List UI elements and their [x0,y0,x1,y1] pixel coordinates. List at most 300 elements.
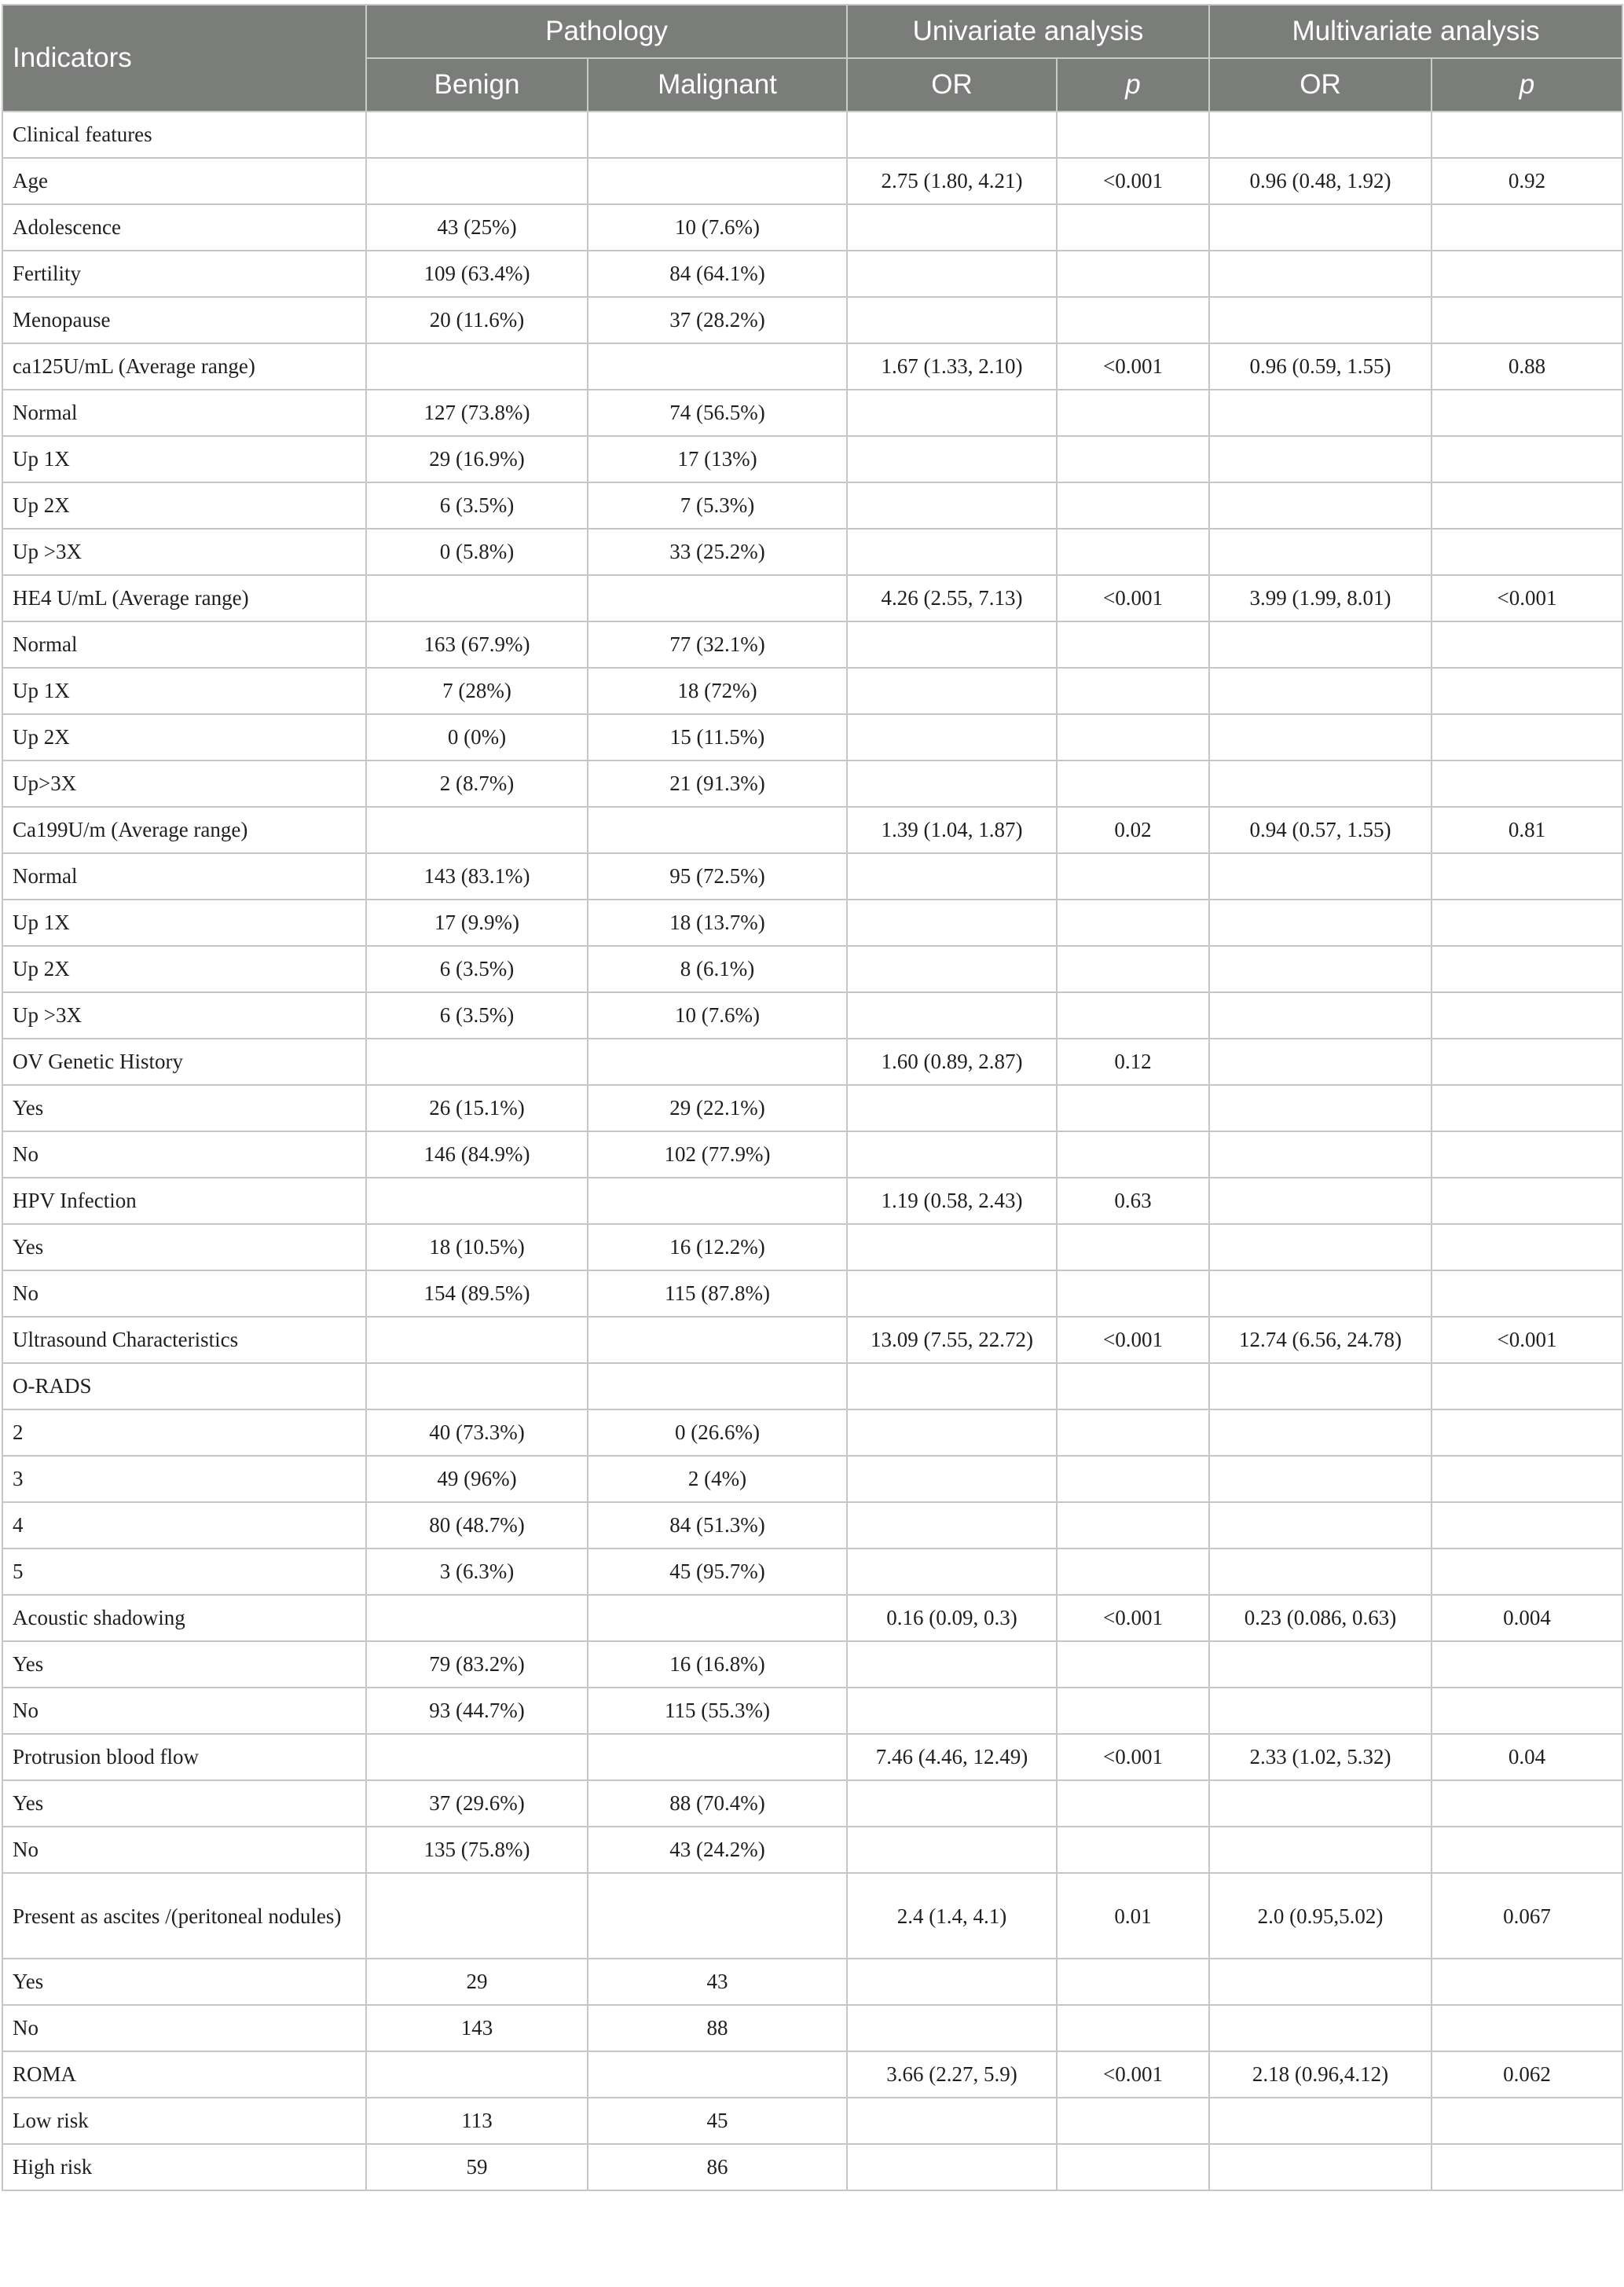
cell-benign: 80 (48.7%) [366,1502,588,1548]
cell-multivariate-p [1432,251,1622,297]
cell-univariate-p [1057,761,1209,807]
cell-indicator: Adolescence [2,204,366,251]
cell-malignant: 43 [588,1959,847,2005]
cell-indicator: HPV Infection [2,1178,366,1224]
cell-multivariate-p [1432,112,1622,158]
cell-multivariate-p [1432,621,1622,668]
cell-univariate-p [1057,436,1209,482]
table-row [2,946,1622,992]
cell-benign: 49 (96%) [366,1456,588,1502]
cell-univariate-or: 13.09 (7.55, 22.72) [847,1317,1057,1363]
cell-benign [366,1734,588,1780]
cell-univariate-or [847,2098,1057,2144]
cell-malignant: 10 (7.6%) [588,992,847,1039]
cell-univariate-or [847,204,1057,251]
cell-multivariate-or [1209,853,1432,900]
cell-univariate-p [1057,1688,1209,1734]
cell-benign: 29 (16.9%) [366,436,588,482]
cell-multivariate-p [1432,1224,1622,1270]
cell-univariate-or: 1.60 (0.89, 2.87) [847,1039,1057,1085]
cell-benign: 7 (28%) [366,668,588,714]
cell-multivariate-or [1209,1409,1432,1456]
cell-univariate-p [1057,853,1209,900]
cell-indicator: Low risk [2,2098,366,2144]
cell-univariate-or [847,992,1057,1039]
cell-malignant: 18 (72%) [588,668,847,714]
cell-multivariate-or [1209,1085,1432,1131]
cell-malignant [588,112,847,158]
cell-benign: 40 (73.3%) [366,1409,588,1456]
cell-multivariate-or: 0.94 (0.57, 1.55) [1209,807,1432,853]
cell-malignant: 16 (16.8%) [588,1641,847,1688]
cell-multivariate-or [1209,714,1432,761]
cell-benign [366,2051,588,2098]
cell-malignant: 77 (32.1%) [588,621,847,668]
cell-univariate-p: <0.001 [1057,1317,1209,1363]
cell-malignant: 7 (5.3%) [588,482,847,529]
header-uni-p: p [1057,58,1209,112]
cell-multivariate-or: 0.96 (0.59, 1.55) [1209,343,1432,390]
cell-benign [366,1317,588,1363]
cell-indicator: Normal [2,390,366,436]
cell-benign: 6 (3.5%) [366,946,588,992]
cell-univariate-p [1057,2005,1209,2051]
cell-univariate-p [1057,1131,1209,1178]
cell-benign: 29 [366,1959,588,2005]
table-row [2,1270,1622,1317]
cell-multivariate-p [1432,1270,1622,1317]
cell-malignant: 0 (26.6%) [588,1409,847,1456]
cell-multivariate-or [1209,1456,1432,1502]
table-row [2,1959,1622,2005]
cell-univariate-or [847,1641,1057,1688]
cell-benign: 146 (84.9%) [366,1131,588,1178]
cell-benign: 79 (83.2%) [366,1641,588,1688]
cell-malignant [588,1039,847,1085]
cell-indicator: Fertility [2,251,366,297]
cell-univariate-or [847,112,1057,158]
results-table [2,4,1623,2191]
cell-univariate-p [1057,251,1209,297]
cell-univariate-or [847,390,1057,436]
cell-multivariate-or: 0.96 (0.48, 1.92) [1209,158,1432,204]
cell-multivariate-p [1432,529,1622,575]
cell-benign [366,343,588,390]
cell-univariate-p [1057,668,1209,714]
cell-univariate-p [1057,2098,1209,2144]
cell-univariate-p [1057,1502,1209,1548]
cell-univariate-p [1057,1085,1209,1131]
cell-indicator: No [2,1827,366,1873]
table-row [2,1131,1622,1178]
cell-multivariate-p: 0.067 [1432,1873,1622,1959]
cell-multivariate-or [1209,1363,1432,1409]
cell-indicator: 5 [2,1548,366,1595]
table-body [2,112,1622,2190]
cell-multivariate-p [1432,2098,1622,2144]
cell-multivariate-or [1209,992,1432,1039]
header-malignant: Malignant [588,58,847,112]
table-row [2,668,1622,714]
cell-malignant: 88 (70.4%) [588,1780,847,1827]
cell-multivariate-or [1209,529,1432,575]
cell-malignant [588,1317,847,1363]
cell-benign: 59 [366,2144,588,2190]
cell-multivariate-or: 2.0 (0.95,5.02) [1209,1873,1432,1959]
cell-multivariate-or [1209,1270,1432,1317]
table-row [2,1224,1622,1270]
cell-multivariate-p [1432,1409,1622,1456]
cell-indicator: Up 1X [2,900,366,946]
cell-benign [366,1595,588,1641]
cell-malignant [588,575,847,621]
cell-univariate-p [1057,112,1209,158]
cell-malignant: 18 (13.7%) [588,900,847,946]
table-row [2,1873,1622,1959]
cell-multivariate-or [1209,1780,1432,1827]
cell-multivariate-p [1432,668,1622,714]
cell-univariate-or [847,1959,1057,2005]
cell-malignant: 45 [588,2098,847,2144]
cell-benign [366,1039,588,1085]
cell-benign: 154 (89.5%) [366,1270,588,1317]
cell-multivariate-or [1209,761,1432,807]
cell-malignant: 84 (51.3%) [588,1502,847,1548]
cell-benign [366,112,588,158]
cell-univariate-p [1057,992,1209,1039]
cell-indicator: ROMA [2,2051,366,2098]
table-row [2,482,1622,529]
cell-malignant: 95 (72.5%) [588,853,847,900]
cell-malignant: 17 (13%) [588,436,847,482]
cell-malignant: 45 (95.7%) [588,1548,847,1595]
cell-univariate-p: <0.001 [1057,343,1209,390]
cell-benign: 2 (8.7%) [366,761,588,807]
cell-multivariate-or [1209,1959,1432,2005]
table-row [2,1548,1622,1595]
cell-multivariate-p: 0.81 [1432,807,1622,853]
table-row [2,1734,1622,1780]
cell-malignant [588,1363,847,1409]
cell-malignant: 15 (11.5%) [588,714,847,761]
table-row [2,2005,1622,2051]
cell-multivariate-or [1209,436,1432,482]
header-uni-or: OR [847,58,1057,112]
cell-univariate-p [1057,204,1209,251]
cell-univariate-or [847,1780,1057,1827]
cell-univariate-or [847,761,1057,807]
cell-multivariate-or: 2.33 (1.02, 5.32) [1209,1734,1432,1780]
cell-indicator: Yes [2,1959,366,2005]
cell-univariate-or [847,621,1057,668]
cell-univariate-p [1057,2144,1209,2190]
table-row [2,1039,1622,1085]
cell-multivariate-or [1209,946,1432,992]
cell-malignant [588,1873,847,1959]
cell-multivariate-or [1209,1548,1432,1595]
cell-benign: 6 (3.5%) [366,482,588,529]
cell-multivariate-or [1209,251,1432,297]
cell-univariate-p: 0.63 [1057,1178,1209,1224]
cell-indicator: Age [2,158,366,204]
cell-univariate-or [847,1456,1057,1502]
cell-univariate-or: 7.46 (4.46, 12.49) [847,1734,1057,1780]
cell-univariate-p [1057,900,1209,946]
cell-univariate-or [847,900,1057,946]
cell-benign [366,807,588,853]
cell-univariate-p [1057,1827,1209,1873]
cell-multivariate-or [1209,2005,1432,2051]
cell-multivariate-p [1432,1039,1622,1085]
cell-multivariate-or [1209,1688,1432,1734]
table-row [2,1363,1622,1409]
cell-malignant [588,2051,847,2098]
cell-univariate-or [847,714,1057,761]
cell-multivariate-p [1432,1085,1622,1131]
cell-multivariate-or: 0.23 (0.086, 0.63) [1209,1595,1432,1641]
cell-univariate-p [1057,1409,1209,1456]
cell-indicator: ca125U/mL (Average range) [2,343,366,390]
cell-multivariate-p [1432,992,1622,1039]
cell-univariate-or: 3.66 (2.27, 5.9) [847,2051,1057,2098]
table-row [2,807,1622,853]
cell-indicator: Yes [2,1641,366,1688]
cell-univariate-p [1057,1270,1209,1317]
cell-indicator: No [2,1131,366,1178]
cell-univariate-p [1057,297,1209,343]
cell-benign: 109 (63.4%) [366,251,588,297]
cell-malignant [588,1178,847,1224]
cell-multivariate-p [1432,761,1622,807]
cell-multivariate-p [1432,390,1622,436]
cell-malignant: 8 (6.1%) [588,946,847,992]
table-row [2,1317,1622,1363]
cell-multivariate-or: 12.74 (6.56, 24.78) [1209,1317,1432,1363]
cell-benign: 37 (29.6%) [366,1780,588,1827]
header-indicators: Indicators [2,5,366,112]
cell-multivariate-or [1209,1827,1432,1873]
cell-indicator: Present as ascites /(peritoneal nodules) [2,1873,366,1959]
cell-multivariate-p: 0.92 [1432,158,1622,204]
cell-indicator: Up >3X [2,992,366,1039]
cell-multivariate-or [1209,204,1432,251]
cell-multivariate-p: 0.88 [1432,343,1622,390]
cell-multivariate-or [1209,900,1432,946]
cell-indicator: No [2,1270,366,1317]
cell-multivariate-or [1209,621,1432,668]
cell-multivariate-p [1432,1959,1622,2005]
cell-benign: 163 (67.9%) [366,621,588,668]
cell-multivariate-p [1432,1780,1622,1827]
cell-malignant [588,807,847,853]
table-row [2,900,1622,946]
cell-multivariate-p: 0.062 [1432,2051,1622,2098]
cell-indicator: Ca199U/m (Average range) [2,807,366,853]
table-row [2,1595,1622,1641]
cell-univariate-or: 1.39 (1.04, 1.87) [847,807,1057,853]
cell-multivariate-p [1432,1502,1622,1548]
cell-univariate-or [847,668,1057,714]
cell-benign: 127 (73.8%) [366,390,588,436]
cell-univariate-or [847,1131,1057,1178]
cell-univariate-or [847,2005,1057,2051]
cell-multivariate-p [1432,1456,1622,1502]
cell-univariate-p: <0.001 [1057,1595,1209,1641]
table-row [2,112,1622,158]
table-row [2,1456,1622,1502]
table-row [2,1085,1622,1131]
table-row [2,529,1622,575]
cell-indicator: Clinical features [2,112,366,158]
cell-univariate-p [1057,946,1209,992]
cell-univariate-p [1057,1959,1209,2005]
cell-multivariate-p: <0.001 [1432,575,1622,621]
table-row [2,204,1622,251]
cell-univariate-or [847,1363,1057,1409]
cell-benign [366,158,588,204]
cell-indicator: No [2,1688,366,1734]
cell-univariate-p [1057,1363,1209,1409]
cell-multivariate-p [1432,1688,1622,1734]
cell-multivariate-p [1432,482,1622,529]
cell-malignant: 84 (64.1%) [588,251,847,297]
cell-univariate-p: <0.001 [1057,2051,1209,2098]
cell-multivariate-or [1209,112,1432,158]
cell-indicator: OV Genetic History [2,1039,366,1085]
cell-univariate-p: <0.001 [1057,1734,1209,1780]
cell-benign: 6 (3.5%) [366,992,588,1039]
cell-univariate-or [847,2144,1057,2190]
cell-univariate-p [1057,1780,1209,1827]
cell-univariate-or: 2.4 (1.4, 4.1) [847,1873,1057,1959]
cell-univariate-p: 0.12 [1057,1039,1209,1085]
cell-univariate-p [1057,714,1209,761]
table-row [2,158,1622,204]
cell-indicator: No [2,2005,366,2051]
cell-indicator: Normal [2,853,366,900]
cell-univariate-or [847,251,1057,297]
cell-multivariate-p [1432,436,1622,482]
header-univariate: Univariate analysis [847,5,1209,58]
cell-indicator: 4 [2,1502,366,1548]
cell-benign: 18 (10.5%) [366,1224,588,1270]
table-row [2,1641,1622,1688]
cell-indicator: Up 1X [2,436,366,482]
cell-benign: 113 [366,2098,588,2144]
cell-malignant [588,1595,847,1641]
cell-multivariate-p: 0.04 [1432,1734,1622,1780]
cell-univariate-p: 0.01 [1057,1873,1209,1959]
cell-indicator: Yes [2,1085,366,1131]
cell-malignant: 115 (55.3%) [588,1688,847,1734]
cell-multivariate-p [1432,714,1622,761]
cell-indicator: Up 2X [2,714,366,761]
cell-benign [366,1363,588,1409]
table-row [2,2098,1622,2144]
cell-multivariate-or [1209,2098,1432,2144]
cell-multivariate-p [1432,1641,1622,1688]
table-row [2,343,1622,390]
cell-indicator: Yes [2,1780,366,1827]
cell-univariate-p [1057,390,1209,436]
table-row [2,297,1622,343]
cell-multivariate-p [1432,204,1622,251]
cell-multivariate-or [1209,1502,1432,1548]
cell-multivariate-p [1432,1131,1622,1178]
cell-univariate-or [847,1224,1057,1270]
cell-malignant: 86 [588,2144,847,2190]
cell-malignant: 102 (77.9%) [588,1131,847,1178]
cell-indicator: 3 [2,1456,366,1502]
cell-univariate-or [847,1409,1057,1456]
table-row [2,1827,1622,1873]
table-row [2,251,1622,297]
table-row [2,761,1622,807]
cell-indicator: Yes [2,1224,366,1270]
cell-univariate-or [847,529,1057,575]
cell-multivariate-or [1209,668,1432,714]
cell-malignant: 2 (4%) [588,1456,847,1502]
cell-indicator: Up 2X [2,482,366,529]
cell-univariate-p: <0.001 [1057,158,1209,204]
cell-multivariate-or [1209,482,1432,529]
cell-malignant: 88 [588,2005,847,2051]
cell-multivariate-p: 0.004 [1432,1595,1622,1641]
cell-benign [366,575,588,621]
cell-multivariate-or [1209,390,1432,436]
cell-univariate-or: 4.26 (2.55, 7.13) [847,575,1057,621]
cell-multivariate-or [1209,1224,1432,1270]
cell-univariate-p: <0.001 [1057,575,1209,621]
cell-malignant [588,158,847,204]
cell-indicator: Up 1X [2,668,366,714]
header-row-top [2,5,1622,58]
cell-multivariate-p [1432,1548,1622,1595]
cell-multivariate-or [1209,2144,1432,2190]
cell-multivariate-p [1432,1178,1622,1224]
table-row [2,390,1622,436]
cell-indicator: Protrusion blood flow [2,1734,366,1780]
table-row [2,436,1622,482]
cell-malignant: 16 (12.2%) [588,1224,847,1270]
cell-multivariate-p [1432,2144,1622,2190]
cell-malignant: 33 (25.2%) [588,529,847,575]
cell-univariate-or [847,1688,1057,1734]
cell-benign: 20 (11.6%) [366,297,588,343]
cell-multivariate-p [1432,853,1622,900]
cell-indicator: Menopause [2,297,366,343]
cell-multivariate-or [1209,1178,1432,1224]
cell-indicator: Up >3X [2,529,366,575]
table-row [2,2144,1622,2190]
cell-benign [366,1873,588,1959]
cell-univariate-or [847,853,1057,900]
cell-malignant: 37 (28.2%) [588,297,847,343]
cell-indicator: Normal [2,621,366,668]
cell-indicator: O-RADS [2,1363,366,1409]
cell-malignant: 21 (91.3%) [588,761,847,807]
cell-univariate-or [847,1502,1057,1548]
cell-indicator: 2 [2,1409,366,1456]
cell-malignant: 115 (87.8%) [588,1270,847,1317]
cell-indicator: Acoustic shadowing [2,1595,366,1641]
cell-univariate-or [847,946,1057,992]
header-benign: Benign [366,58,588,112]
cell-univariate-or [847,1548,1057,1595]
cell-multivariate-p: <0.001 [1432,1317,1622,1363]
table-row [2,1178,1622,1224]
cell-univariate-p [1057,621,1209,668]
